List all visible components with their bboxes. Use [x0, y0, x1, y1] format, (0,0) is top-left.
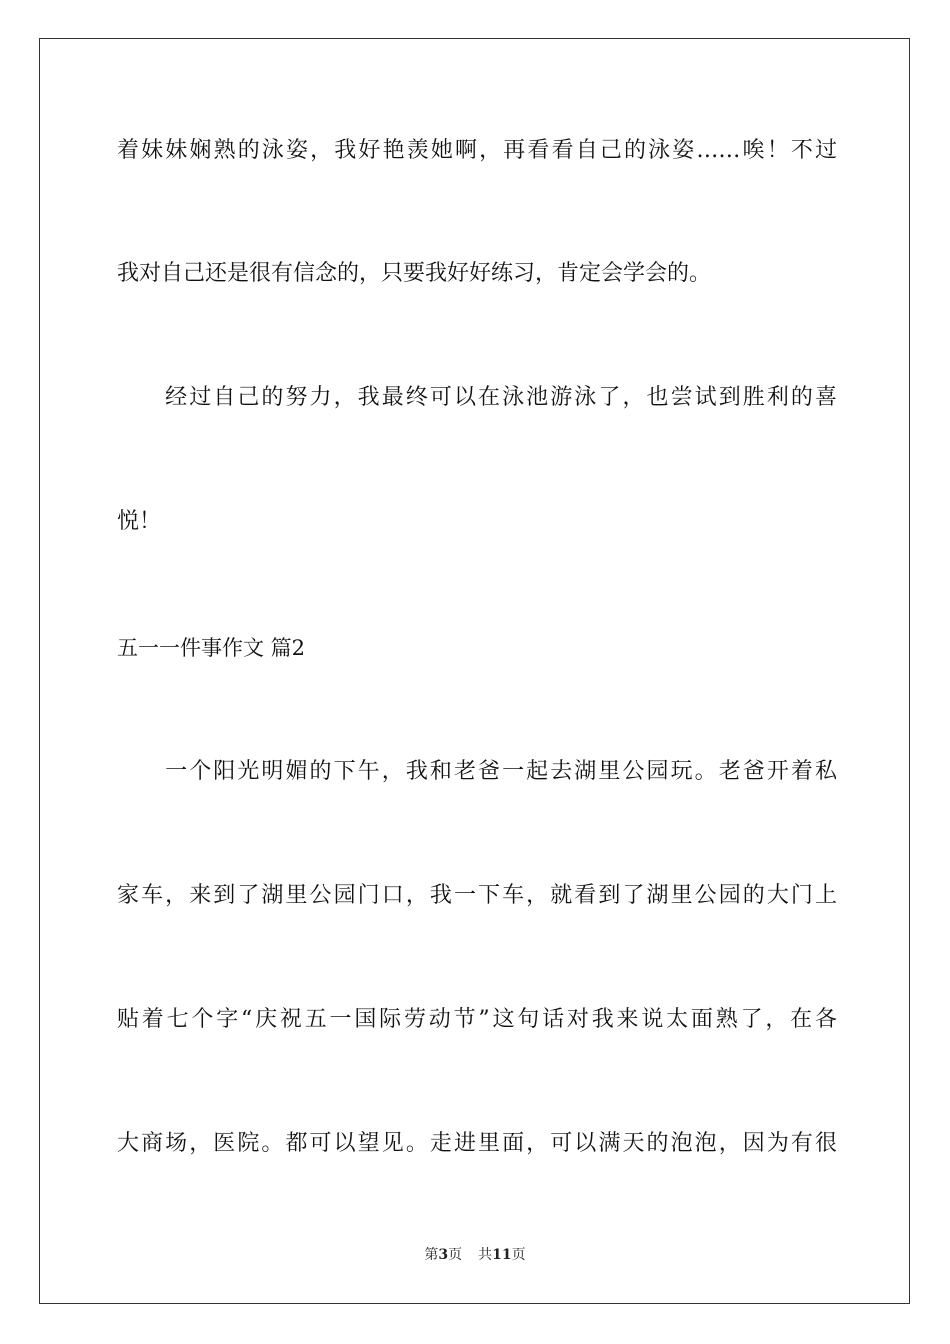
text-line: 我对自己还是很有信念的，只要我好好练习，肯定会学会的。: [117, 261, 712, 286]
page-prefix: 第: [424, 1247, 439, 1263]
total-pages: 11: [492, 1247, 512, 1263]
total-prefix: 共: [478, 1247, 493, 1263]
section-heading: 五一一件事作文 篇2: [117, 636, 306, 660]
total-suffix: 页: [511, 1247, 526, 1263]
text-line: 一个阳光明媚的下午，我和老爸一起去湖里公园玩。老爸开着私: [117, 759, 837, 784]
page-footer: [0, 1246, 950, 1264]
text-line: 家车，来到了湖里公园门口，我一下车，就看到了湖里公园的大门上: [117, 883, 837, 908]
text-line: 大商场，医院。都可以望见。走进里面，可以满天的泡泡，因为有很: [117, 1131, 837, 1156]
page-number: 3: [438, 1247, 449, 1263]
page-border: [39, 38, 910, 1304]
text-line: 经过自己的努力，我最终可以在泳池游泳了，也尝试到胜利的喜: [117, 385, 837, 410]
text-line: 悦！: [117, 509, 162, 534]
text-line: 着妹妹娴熟的泳姿，我好艳羡她啊，再看看自己的泳姿……唉！不过: [117, 138, 837, 163]
text-line: 贴着七个字“庆祝五一国际劳动节”这句话对我来说太面熟了，在各: [117, 1007, 837, 1032]
page-suffix: 页: [448, 1247, 463, 1263]
